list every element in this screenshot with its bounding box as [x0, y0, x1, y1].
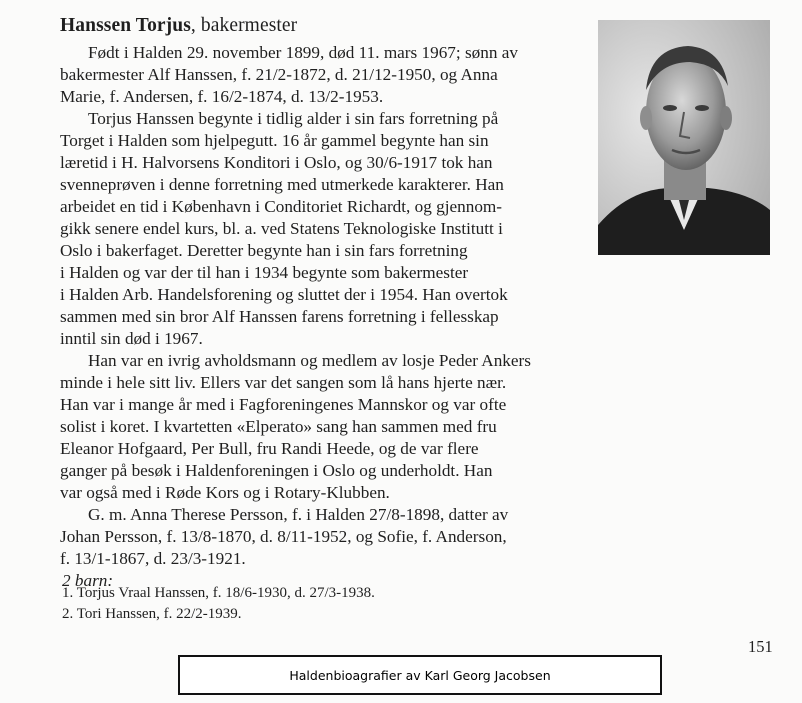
text-line: Han var i mange år med i Fagforeningenes Mannskor og var ofte: [60, 395, 507, 414]
text-line: f. 13/1-1867, d. 23/3-1921.: [60, 549, 246, 568]
text-line: solist i koret. I kvartetten «Elperato» sang han sammen med fru: [60, 417, 497, 436]
text-line: svenneprøven i denne forretning med utmerkede karakterer. Han: [60, 175, 504, 194]
person-name: Hanssen Torjus: [60, 15, 191, 36]
text-line: Han var en ivrig avholdsmann og medlem av losje Peder Ankers: [88, 351, 531, 370]
text-line: Johan Persson, f. 13/8-1870, d. 8/11-1952, og Sofie, f. Anderson,: [60, 527, 507, 546]
text-line: arbeidet en tid i København i Conditoriet Richardt, og gjennom-: [60, 197, 502, 216]
portrait-photo-icon: [598, 20, 770, 255]
child-item: 1. Torjus Vraal Hanssen, f. 18/6-1930, d. 27/3-1938.: [62, 585, 375, 601]
portrait-photo: [598, 20, 770, 255]
text-line: sammen med sin bror Alf Hanssen farens forretning i fellesskap: [60, 307, 499, 326]
text-line: Marie, f. Andersen, f. 16/2-1874, d. 13/2-1953.: [60, 87, 384, 106]
caption-text: Haldenbioagrafier av Karl Georg Jacobsen: [289, 667, 551, 683]
text-line: Eleanor Hofgaard, Per Bull, fru Randi Heede, og de var flere: [60, 439, 479, 458]
text-line: G. m. Anna Therese Persson, f. i Halden 27/8-1898, datter av: [88, 505, 509, 524]
text-line: inntil sin død i 1967.: [60, 329, 203, 348]
page-number: 151: [748, 637, 773, 656]
text-line: Født i Halden 29. november 1899, død 11. mars 1967; sønn av: [88, 43, 518, 62]
caption-box: [178, 655, 662, 695]
text-line: læretid i H. Halvorsens Konditori i Oslo, og 30/6-1917 tok han: [60, 153, 493, 172]
text-line: ganger på besøk i Haldenforeningen i Oslo og underholdt. Han: [60, 461, 493, 480]
text-line: Oslo i bakerfaget. Deretter begynte han i sin fars forretning: [60, 241, 468, 260]
text-line: minde i hele sitt liv. Ellers var det sangen som lå hans hjerte nær.: [60, 373, 507, 392]
text-line: bakermester Alf Hanssen, f. 21/2-1872, d. 21/12-1950, og Anna: [60, 65, 498, 84]
entry-heading: [60, 15, 297, 37]
text-line: Torget i Halden som hjelpegutt. 16 år gammel begynte han sin: [60, 131, 489, 150]
children-heading: 2 barn:: [62, 571, 114, 590]
text-line: i Halden Arb. Handelsforening og sluttet der i 1954. Han overtok: [60, 285, 508, 304]
heading-separator: ,: [190, 15, 201, 36]
text-line: i Halden og var der til han i 1934 begynte som bakermester: [60, 263, 469, 282]
text-line: gikk senere endel kurs, bl. a. ved Statens Teknologiske Institutt i: [60, 219, 503, 238]
text-line: Torjus Hanssen begynte i tidlig alder i sin fars forretning på: [88, 109, 499, 128]
occupation: bakermester: [200, 15, 298, 36]
text-line: var også med i Røde Kors og i Rotary-Klubben.: [60, 483, 390, 502]
child-item: 2. Tori Hanssen, f. 22/2-1939.: [62, 606, 242, 622]
